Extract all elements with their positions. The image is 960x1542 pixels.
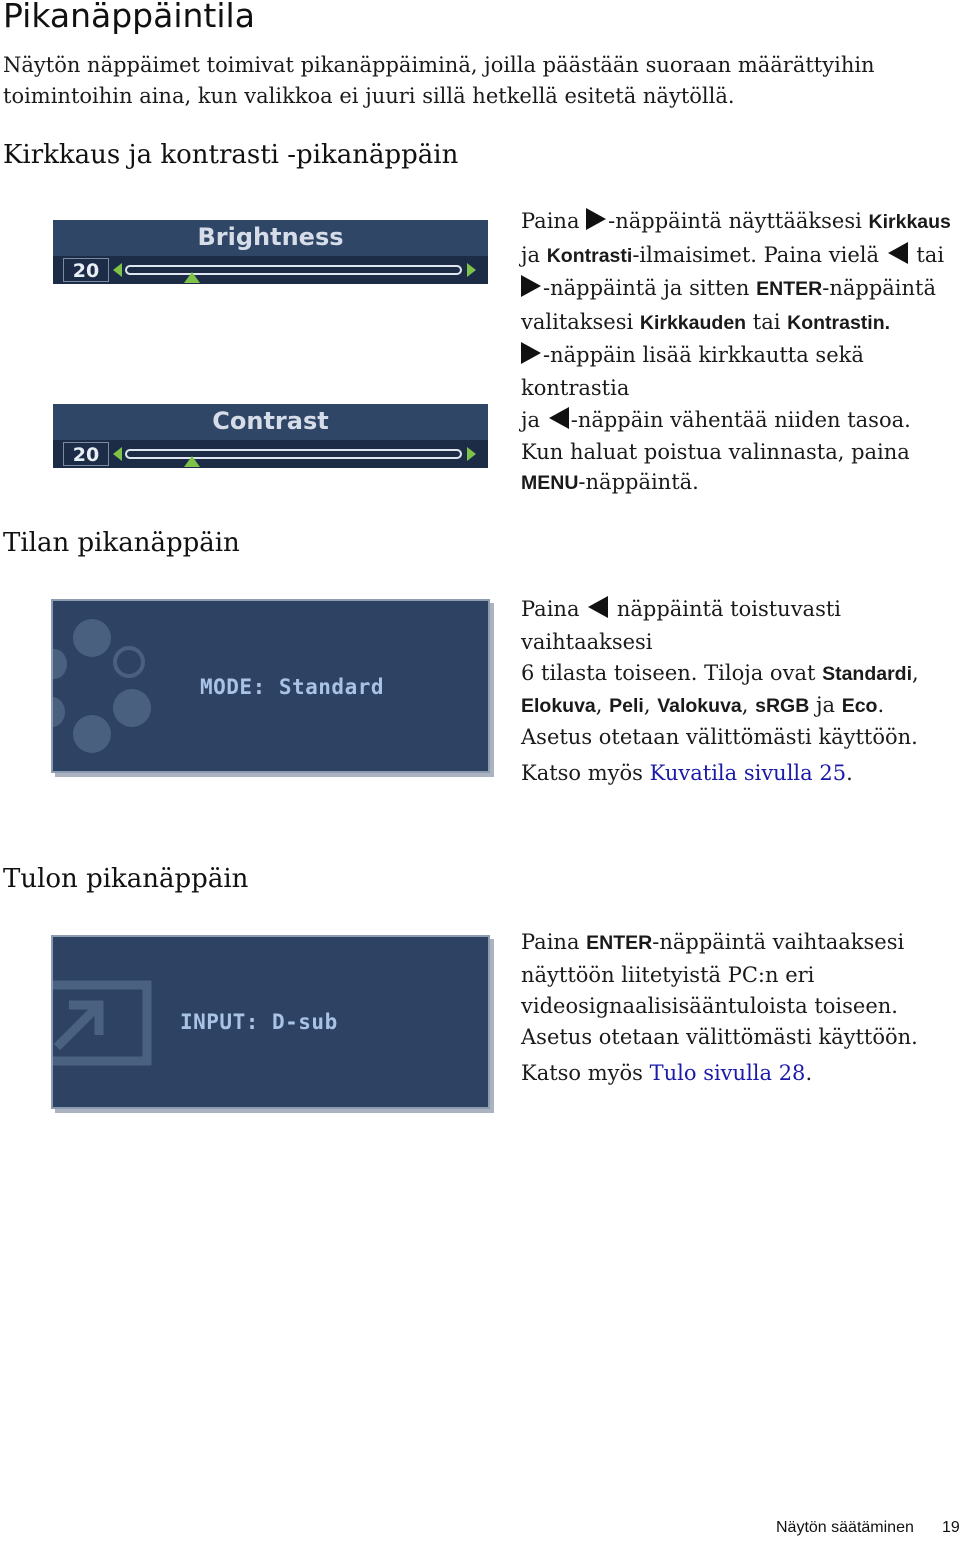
input-instructions: Paina ENTER-näppäintä vaihtaaksesi näyttöön liitetyistä PC:n eri videosignaalisisääntuloista toiseen. Asetus otetaan välittömästi käyttöön. Katso myös Tulo sivulla 28.	[521, 930, 918, 1085]
brightness-osd-bar	[53, 256, 488, 284]
input-label: INPUT: D-sub	[180, 1010, 338, 1034]
page-title: Pikanäppäintila	[3, 0, 255, 35]
mode-label: MODE: Standard	[200, 675, 385, 699]
mode-dot-icon	[51, 649, 67, 679]
left-arrow-icon	[549, 407, 569, 429]
mode-osd-panel	[51, 599, 490, 773]
link-tulo[interactable]: Tulo sivulla 28	[649, 1060, 806, 1085]
footer-chapter: Näytön säätäminen	[776, 1519, 914, 1536]
decrease-arrow-icon	[113, 263, 122, 277]
mode-dot-icon	[113, 689, 151, 727]
section-heading-input: Tulon pikanäppäin	[3, 864, 249, 894]
mode-ring-icon	[113, 646, 145, 678]
section-heading-brightness: Kirkkaus ja kontrasti -pikanäppäin	[3, 140, 459, 170]
contrast-value: 20	[63, 442, 109, 466]
contrast-slider-thumb-icon[interactable]	[184, 456, 200, 467]
link-kuvatila[interactable]: Kuvatila sivulla 25	[649, 761, 847, 785]
right-arrow-icon	[521, 342, 541, 364]
contrast-osd-bar	[53, 440, 488, 468]
mode-dot-icon	[51, 697, 65, 727]
contrast-slider[interactable]	[125, 449, 462, 459]
brightness-osd-title: Brightness	[53, 220, 488, 254]
contrast-osd	[53, 404, 488, 468]
brightness-slider-thumb-icon[interactable]	[184, 272, 200, 283]
decrease-arrow-icon	[113, 447, 122, 461]
brightness-osd	[53, 220, 488, 284]
footer-page-number: 19	[942, 1519, 960, 1536]
increase-arrow-icon	[467, 447, 476, 461]
right-arrow-icon	[586, 208, 606, 230]
right-arrow-icon	[521, 275, 541, 297]
increase-arrow-icon	[467, 263, 476, 277]
input-osd-panel	[51, 935, 490, 1109]
brightness-instructions: Paina -näppäintä näyttääksesi Kirkkaus ja Kontrasti-ilmaisimet. Paina vielä tai -näppäintä ja sitten ENTER-näppäintä valitaksesi Kirkkauden tai Kontrastin. -näppäin lisää kirkkautta sekä kontrastia ja -näppäin vähentää niiden tasoa. Kun haluat poistua valinnasta, paina MENU-näppäintä.	[521, 209, 951, 494]
contrast-osd-title: Contrast	[53, 404, 488, 438]
intro-paragraph: Näytön näppäimet toimivat pikanäppäiminä, joilla päästään suoraan määrättyihin toimintoihin aina, kun valikkoa ei juuri sillä hetkellä esitetä näytöllä.	[3, 53, 875, 108]
brightness-slider[interactable]	[125, 265, 462, 275]
section-heading-mode: Tilan pikanäppäin	[3, 528, 240, 558]
brightness-value: 20	[63, 258, 109, 282]
left-arrow-icon	[588, 596, 608, 618]
left-arrow-icon	[888, 242, 908, 264]
mode-dot-icon	[73, 715, 111, 753]
mode-instructions: Paina näppäintä toistuvasti vaihtaaksesi 6 tilasta toiseen. Tiloja ovat Standardi, Elokuva, Peli, Valokuva, sRGB ja Eco. Asetus otetaan välittömästi käyttöön. Katso myös Kuvatila sivulla 25.	[521, 597, 919, 785]
mode-dot-icon	[73, 619, 111, 657]
